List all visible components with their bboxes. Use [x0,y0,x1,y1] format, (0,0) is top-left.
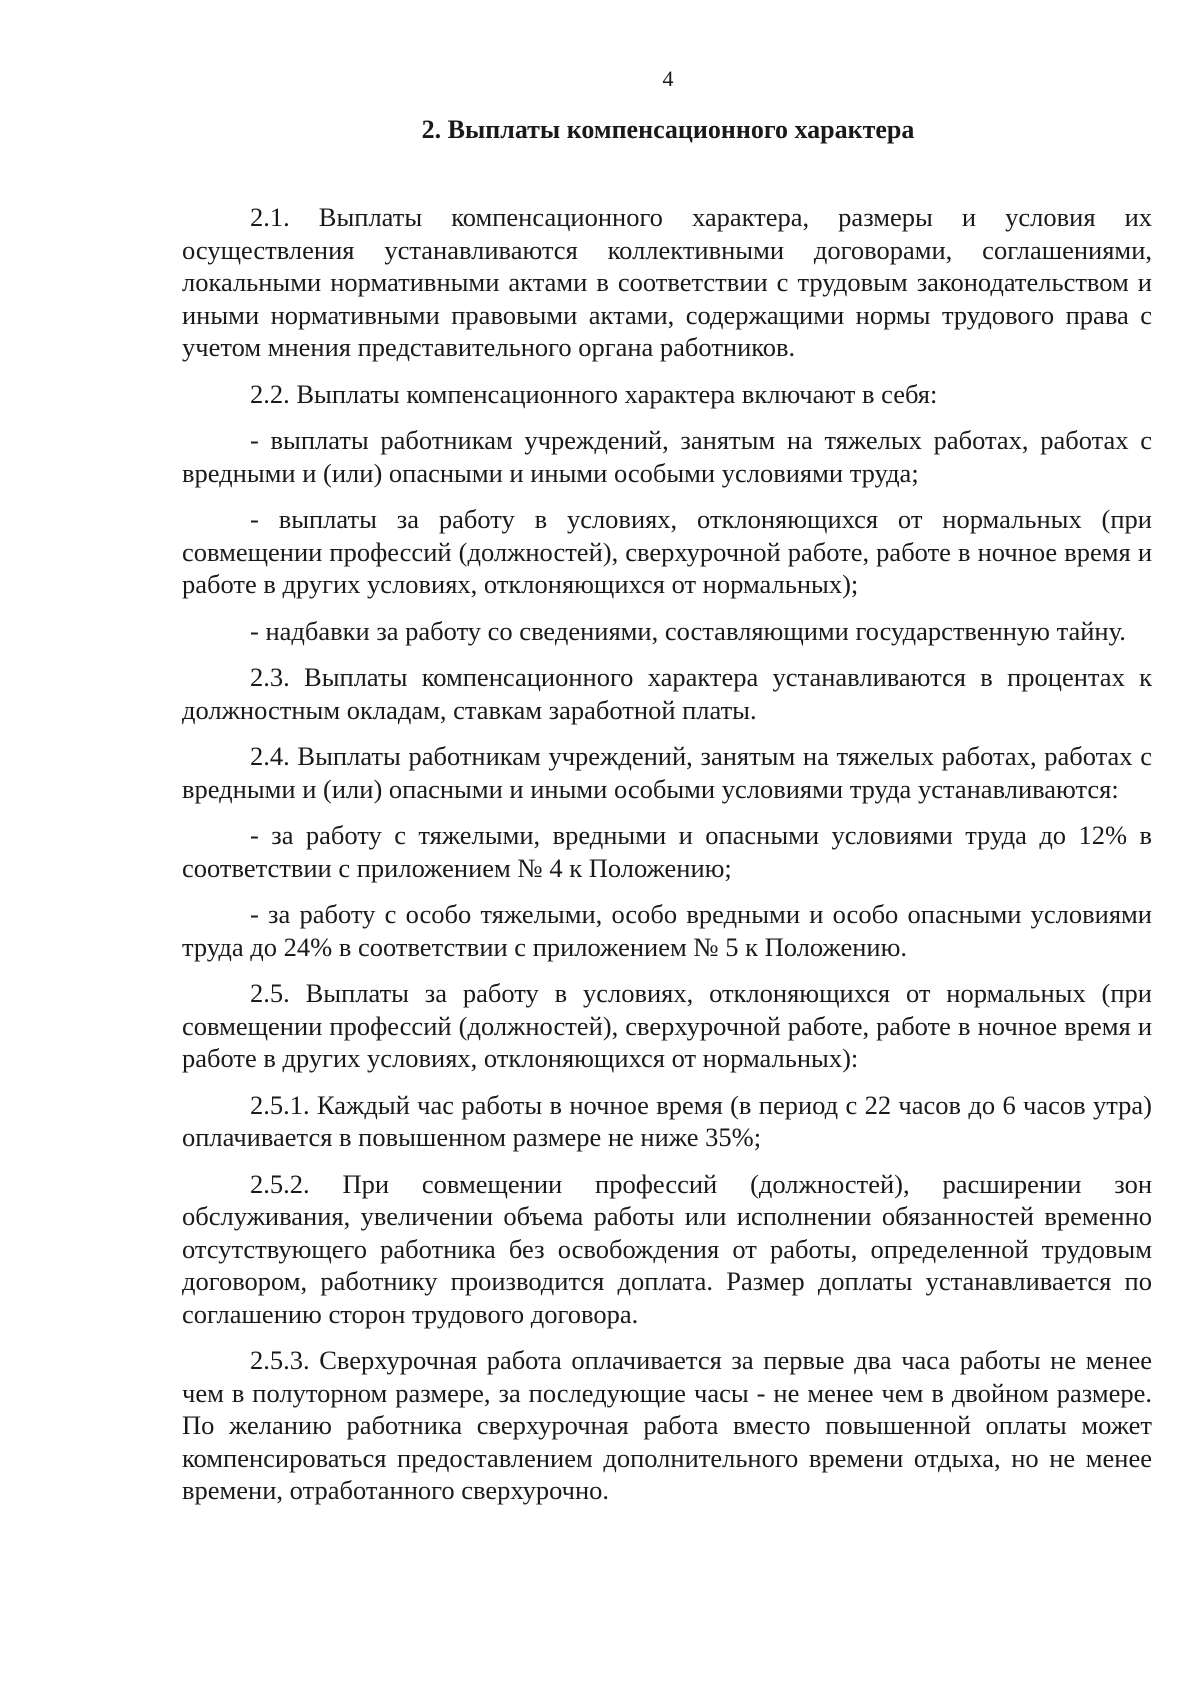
paragraph-2-5-3: 2.5.3. Сверхурочная работа оплачивается за первые два часа работы не менее чем в полуторном размере, за последующие часы - не менее чем в двойном размере. По желанию работника сверхурочная работа вместо повышенной оплаты может компенсироваться предоставлением дополнительного времени отдыха, но не менее времени, отработанного сверхурочно. [182,1345,1152,1505]
paragraph-2-5-1: 2.5.1. Каждый час работы в ночное время (в период с 22 часов до 6 часов утра) оплачивается в повышенном размере не ниже 35%; [182,1089,1152,1152]
paragraph-2-1: 2.1. Выплаты компенсационного характера, размеры и условия их осуществления устанавливаются коллективными договорами, соглашениями, локальными нормативными актами в соответствии с трудовым законодательством и иными нормативными правовыми актами, содержащими нормы трудового права с учетом мнения представительного органа работников. [182,202,1152,362]
document-body [182,201,1152,1507]
paragraph-2-2: 2.2. Выплаты компенсационного характера включают в себя: [250,378,938,409]
list-item-state-secret: - надбавки за работу со сведениями, составляющими государственную тайну. [250,615,1126,646]
paragraph-2-4: 2.4. Выплаты работникам учреждений, занятым на тяжелых работах, работах с вредными и (или) опасными и иными особыми условиями труда устанавливаются: [182,741,1152,804]
paragraph-2-3: 2.3. Выплаты компенсационного характера устанавливаются в процентах к должностным окладам, ставкам заработной платы. [182,662,1152,725]
paragraph-2-5-2: 2.5.2. При совмещении профессий (должностей), расширении зон обслуживания, увеличении объема работы или исполнении обязанностей временно отсутствующего работника без освобождения от работы, определенной трудовым договором, работнику производится доплата. Размер доплаты устанавливается по соглашению сторон трудового договора. [182,1168,1152,1329]
paragraph-2-5: 2.5. Выплаты за работу в условиях, отклоняющихся от нормальных (при совмещении профессий (должностей), сверхурочной работе, работе в ночное время и работе в других условиях, отклоняющихся от нормальных): [182,978,1152,1073]
page-number: 4 [662,66,674,91]
list-item-heavy-work: - выплаты работникам учреждений, занятым на тяжелых работах, работах с вредными и (или) опасными и иными особыми условиями труда; [182,425,1152,488]
list-item-12-percent: - за работу с тяжелыми, вредными и опасными условиями труда до 12% в соответствии с приложением № 4 к Положению; [182,820,1152,883]
list-item-abnormal-conditions: - выплаты за работу в условиях, отклоняющихся от нормальных (при совмещении профессий (должностей), сверхурочной работе, работе в ночное время и работе в других условиях, отклоняющихся от нормальных); [182,504,1152,599]
section-heading: 2. Выплаты компенсационного характера [421,115,915,144]
list-item-24-percent: - за работу с особо тяжелыми, особо вредными и особо опасными условиями труда до 24% в соответствии с приложением № 5 к Положению. [182,899,1152,962]
